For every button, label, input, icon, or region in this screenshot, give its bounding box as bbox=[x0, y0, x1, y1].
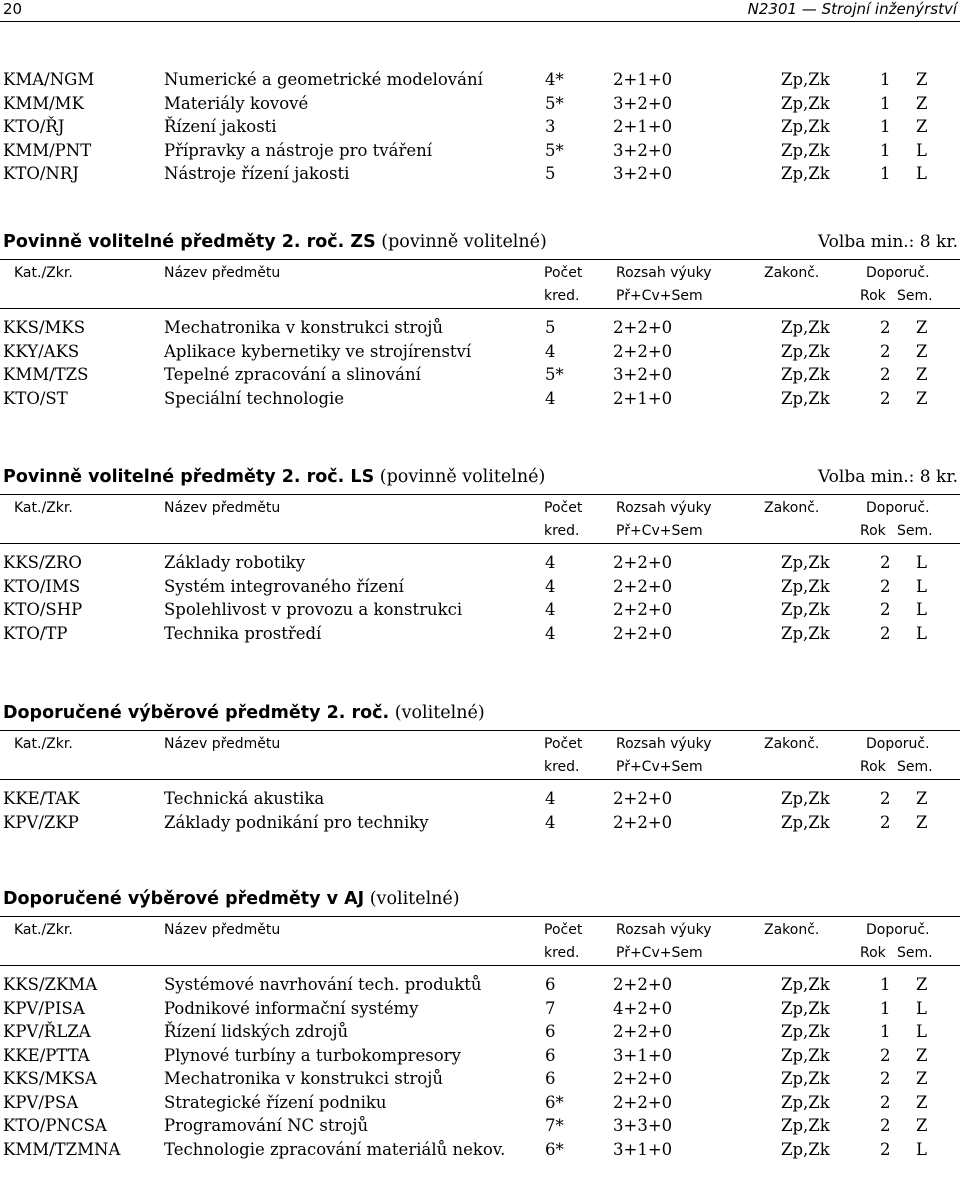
course-semester: L bbox=[916, 1139, 927, 1159]
course-code: KKS/MKSA bbox=[3, 1069, 97, 1088]
course-range: 3+2+0 bbox=[613, 93, 673, 113]
course-credits: 6 bbox=[545, 1045, 556, 1065]
table-row bbox=[0, 813, 960, 836]
course-name: Strategické řízení podniku bbox=[164, 1092, 387, 1112]
course-code: KMM/MK bbox=[3, 93, 84, 113]
course-credits: 4 bbox=[545, 553, 556, 572]
course-semester: L bbox=[916, 623, 927, 643]
course-credits: 5 bbox=[545, 164, 556, 183]
course-semester: Z bbox=[916, 1092, 928, 1112]
course-range: 3+1+0 bbox=[613, 1139, 673, 1159]
course-name: Numerické a geometrické modelování bbox=[164, 70, 483, 89]
course-semester: Z bbox=[916, 812, 928, 832]
course-range: 3+2+0 bbox=[613, 365, 673, 384]
course-credits: 7 bbox=[545, 998, 556, 1018]
course-year: 1 bbox=[880, 70, 891, 89]
col-range-subheader: Př+Cv+Sem bbox=[616, 945, 703, 961]
section-title bbox=[3, 889, 460, 909]
col-recommended-header: Doporuč. bbox=[866, 922, 930, 938]
course-year: 2 bbox=[880, 1092, 891, 1112]
course-ending: Zp,Zk bbox=[781, 341, 830, 361]
course-name: Řízení jakosti bbox=[164, 117, 277, 136]
section-title bbox=[3, 232, 547, 252]
course-year: 2 bbox=[880, 341, 891, 361]
table-row bbox=[0, 342, 960, 365]
course-name: Podnikové informační systémy bbox=[164, 998, 419, 1018]
course-credits: 4* bbox=[545, 70, 564, 89]
col-semester-subheader: Sem. bbox=[897, 523, 933, 539]
course-semester: L bbox=[916, 600, 927, 619]
course-semester: Z bbox=[916, 1116, 928, 1135]
table-row bbox=[0, 1116, 960, 1139]
section-title-note: (volitelné) bbox=[389, 703, 485, 723]
col-credits-subheader: kred. bbox=[544, 523, 580, 539]
table-row bbox=[0, 789, 960, 812]
col-ending-header: Zakonč. bbox=[764, 500, 820, 516]
course-semester: Z bbox=[916, 117, 928, 136]
course-range: 2+2+0 bbox=[613, 1069, 673, 1088]
table-row bbox=[0, 318, 960, 341]
course-name: Technická akustika bbox=[164, 789, 325, 808]
course-name: Plynové turbíny a turbokompresory bbox=[164, 1045, 461, 1065]
course-ending: Zp,Zk bbox=[781, 117, 830, 136]
course-code: KMM/PNT bbox=[3, 140, 92, 160]
col-code-header: Kat./Zkr. bbox=[14, 500, 73, 516]
course-name: Technologie zpracování materiálů nekov. bbox=[164, 1139, 506, 1159]
course-credits: 5 bbox=[545, 318, 556, 337]
col-range-subheader: Př+Cv+Sem bbox=[616, 759, 703, 775]
course-semester: Z bbox=[916, 388, 928, 408]
course-range: 2+2+0 bbox=[613, 553, 673, 572]
course-semester: L bbox=[916, 1022, 927, 1041]
col-range-header: Rozsah výuky bbox=[616, 265, 712, 281]
course-ending: Zp,Zk bbox=[781, 164, 830, 183]
course-range: 2+2+0 bbox=[613, 576, 673, 596]
course-ending: Zp,Zk bbox=[781, 576, 830, 596]
course-name: Přípravky a nástroje pro tváření bbox=[164, 140, 433, 160]
course-name: Mechatronika v konstrukci strojů bbox=[164, 1069, 443, 1088]
course-semester: L bbox=[916, 164, 927, 183]
course-semester: Z bbox=[916, 318, 928, 337]
course-name: Spolehlivost v provozu a konstrukci bbox=[164, 600, 463, 619]
table-row bbox=[0, 1140, 960, 1163]
course-ending: Zp,Zk bbox=[781, 1022, 830, 1041]
min-credits-note: Volba min.: 8 kr. bbox=[817, 232, 958, 252]
course-name: Speciální technologie bbox=[164, 388, 345, 408]
col-credits-subheader: kred. bbox=[544, 759, 580, 775]
col-range-subheader: Př+Cv+Sem bbox=[616, 523, 703, 539]
section-title bbox=[3, 703, 485, 723]
col-year-subheader: Rok bbox=[860, 288, 886, 304]
col-ending-header: Zakonč. bbox=[764, 736, 820, 752]
course-code: KPV/PSA bbox=[3, 1092, 79, 1112]
col-year-subheader: Rok bbox=[860, 945, 886, 961]
col-range-header: Rozsah výuky bbox=[616, 500, 712, 516]
course-code: KMA/NGM bbox=[3, 70, 95, 89]
table-row bbox=[0, 389, 960, 412]
course-credits: 4 bbox=[545, 341, 556, 361]
table-row bbox=[0, 141, 960, 164]
course-year: 2 bbox=[880, 600, 891, 619]
course-credits: 6* bbox=[545, 1139, 564, 1159]
course-name: Aplikace kybernetiky ve strojírenství bbox=[164, 341, 472, 361]
running-title: N2301 — Strojní inženýrství bbox=[747, 0, 957, 18]
col-range-header: Rozsah výuky bbox=[616, 736, 712, 752]
section-title-bold: Doporučené výběrové předměty 2. roč. bbox=[3, 703, 390, 723]
col-year-subheader: Rok bbox=[860, 759, 886, 775]
course-code: KPV/ZKP bbox=[3, 812, 79, 832]
section-title-note: (povinně volitelné) bbox=[375, 232, 547, 252]
course-ending: Zp,Zk bbox=[781, 553, 830, 572]
course-year: 2 bbox=[880, 388, 891, 408]
section-title-bold: Povinně volitelné předměty 2. roč. LS bbox=[3, 467, 375, 487]
col-credits-subheader: kred. bbox=[544, 945, 580, 961]
min-credits-note: Volba min.: 8 kr. bbox=[817, 467, 958, 487]
table-header bbox=[0, 916, 960, 966]
col-credits-subheader: kred. bbox=[544, 288, 580, 304]
course-name: Mechatronika v konstrukci strojů bbox=[164, 318, 443, 337]
course-range: 2+1+0 bbox=[613, 70, 673, 89]
course-year: 2 bbox=[880, 365, 891, 384]
course-code: KKE/PTTA bbox=[3, 1045, 90, 1065]
course-credits: 6 bbox=[545, 1022, 556, 1041]
course-credits: 7* bbox=[545, 1116, 564, 1135]
course-year: 1 bbox=[880, 164, 891, 183]
course-range: 2+2+0 bbox=[613, 600, 673, 619]
col-code-header: Kat./Zkr. bbox=[14, 736, 73, 752]
course-ending: Zp,Zk bbox=[781, 1092, 830, 1112]
col-semester-subheader: Sem. bbox=[897, 945, 933, 961]
course-semester: Z bbox=[916, 70, 928, 89]
course-credits: 5* bbox=[545, 93, 564, 113]
course-name: Řízení lidských zdrojů bbox=[164, 1022, 349, 1041]
table-row bbox=[0, 70, 960, 93]
course-year: 1 bbox=[880, 1022, 891, 1041]
course-code: KKE/TAK bbox=[3, 789, 80, 808]
course-ending: Zp,Zk bbox=[781, 70, 830, 89]
course-code: KTO/PNCSA bbox=[3, 1116, 107, 1135]
course-year: 2 bbox=[880, 623, 891, 643]
table-row bbox=[0, 164, 960, 187]
course-range: 2+2+0 bbox=[613, 623, 673, 643]
course-ending: Zp,Zk bbox=[781, 975, 830, 994]
course-code: KKY/AKS bbox=[3, 341, 80, 361]
course-range: 2+2+0 bbox=[613, 341, 673, 361]
course-name: Tepelné zpracování a slinování bbox=[164, 365, 421, 384]
course-name: Materiály kovové bbox=[164, 93, 309, 113]
course-code: KTO/SHP bbox=[3, 600, 83, 619]
course-code: KMM/TZS bbox=[3, 365, 89, 384]
course-semester: L bbox=[916, 998, 927, 1018]
course-ending: Zp,Zk bbox=[781, 365, 830, 384]
course-year: 2 bbox=[880, 1069, 891, 1088]
course-code: KTO/IMS bbox=[3, 576, 81, 596]
course-semester: Z bbox=[916, 1045, 928, 1065]
section-title-note: (volitelné) bbox=[364, 889, 460, 909]
course-range: 3+3+0 bbox=[613, 1116, 673, 1135]
course-name: Programování NC strojů bbox=[164, 1116, 369, 1135]
course-range: 2+2+0 bbox=[613, 975, 673, 994]
table-row bbox=[0, 1046, 960, 1069]
col-code-header: Kat./Zkr. bbox=[14, 265, 73, 281]
course-ending: Zp,Zk bbox=[781, 998, 830, 1018]
course-ending: Zp,Zk bbox=[781, 318, 830, 337]
course-ending: Zp,Zk bbox=[781, 600, 830, 619]
course-name: Základy podnikání pro techniky bbox=[164, 812, 429, 832]
course-ending: Zp,Zk bbox=[781, 140, 830, 160]
course-ending: Zp,Zk bbox=[781, 812, 830, 832]
course-credits: 4 bbox=[545, 576, 556, 596]
course-range: 3+2+0 bbox=[613, 140, 673, 160]
course-ending: Zp,Zk bbox=[781, 789, 830, 808]
course-year: 2 bbox=[880, 576, 891, 596]
course-ending: Zp,Zk bbox=[781, 1045, 830, 1065]
course-ending: Zp,Zk bbox=[781, 93, 830, 113]
course-credits: 3 bbox=[545, 117, 556, 136]
course-name: Nástroje řízení jakosti bbox=[164, 164, 350, 183]
course-credits: 5* bbox=[545, 140, 564, 160]
course-ending: Zp,Zk bbox=[781, 1069, 830, 1088]
course-semester: Z bbox=[916, 789, 928, 808]
course-ending: Zp,Zk bbox=[781, 388, 830, 408]
col-ending-header: Zakonč. bbox=[764, 922, 820, 938]
course-credits: 4 bbox=[545, 623, 556, 643]
course-credits: 4 bbox=[545, 600, 556, 619]
table-row bbox=[0, 624, 960, 647]
course-range: 2+1+0 bbox=[613, 117, 673, 136]
course-code: KKS/MKS bbox=[3, 318, 86, 337]
course-semester: L bbox=[916, 576, 927, 596]
table-header bbox=[0, 730, 960, 780]
table-row bbox=[0, 1069, 960, 1092]
course-name: Technika prostředí bbox=[164, 623, 322, 643]
course-name: Základy robotiky bbox=[164, 553, 306, 572]
col-credits-header: Počet bbox=[544, 500, 583, 516]
course-year: 1 bbox=[880, 998, 891, 1018]
course-ending: Zp,Zk bbox=[781, 1116, 830, 1135]
col-credits-header: Počet bbox=[544, 922, 583, 938]
col-recommended-header: Doporuč. bbox=[866, 500, 930, 516]
course-range: 2+2+0 bbox=[613, 1092, 673, 1112]
course-ending: Zp,Zk bbox=[781, 1139, 830, 1159]
table-header bbox=[0, 494, 960, 544]
table-header bbox=[0, 259, 960, 309]
course-range: 2+2+0 bbox=[613, 318, 673, 337]
course-code: KPV/PISA bbox=[3, 998, 85, 1018]
col-credits-header: Počet bbox=[544, 265, 583, 281]
course-range: 2+2+0 bbox=[613, 789, 673, 808]
course-credits: 6 bbox=[545, 975, 556, 994]
course-code: KTO/ST bbox=[3, 388, 68, 408]
table-row bbox=[0, 975, 960, 998]
table-row bbox=[0, 1093, 960, 1116]
course-credits: 6 bbox=[545, 1069, 556, 1088]
col-name-header: Název předmětu bbox=[164, 922, 281, 938]
course-range: 3+1+0 bbox=[613, 1045, 673, 1065]
col-year-subheader: Rok bbox=[860, 523, 886, 539]
course-year: 1 bbox=[880, 140, 891, 160]
course-code: KMM/TZMNA bbox=[3, 1139, 121, 1159]
course-range: 4+2+0 bbox=[613, 998, 673, 1018]
course-semester: Z bbox=[916, 341, 928, 361]
course-code: KPV/ŘLZA bbox=[3, 1022, 91, 1041]
col-name-header: Název předmětu bbox=[164, 265, 281, 281]
col-range-subheader: Př+Cv+Sem bbox=[616, 288, 703, 304]
table-row bbox=[0, 553, 960, 576]
page-header bbox=[0, 0, 960, 22]
table-row bbox=[0, 117, 960, 140]
course-range: 2+2+0 bbox=[613, 1022, 673, 1041]
course-credits: 4 bbox=[545, 388, 556, 408]
course-semester: L bbox=[916, 553, 927, 572]
course-name: Systém integrovaného řízení bbox=[164, 576, 404, 596]
course-range: 2+1+0 bbox=[613, 388, 673, 408]
course-year: 2 bbox=[880, 1116, 891, 1135]
course-range: 2+2+0 bbox=[613, 812, 673, 832]
col-semester-subheader: Sem. bbox=[897, 288, 933, 304]
course-code: KKS/ZKMA bbox=[3, 975, 98, 994]
section-title-bold: Povinně volitelné předměty 2. roč. ZS bbox=[3, 232, 376, 252]
course-semester: Z bbox=[916, 975, 928, 994]
course-year: 1 bbox=[880, 117, 891, 136]
col-recommended-header: Doporuč. bbox=[866, 736, 930, 752]
table-row bbox=[0, 1022, 960, 1045]
section-title-note: (povinně volitelné) bbox=[374, 467, 546, 487]
section-title bbox=[3, 467, 545, 487]
course-year: 2 bbox=[880, 318, 891, 337]
course-code: KTO/NRJ bbox=[3, 164, 79, 183]
course-year: 1 bbox=[880, 93, 891, 113]
section-title-bold: Doporučené výběrové předměty v AJ bbox=[3, 889, 365, 909]
table-row bbox=[0, 999, 960, 1022]
course-year: 2 bbox=[880, 812, 891, 832]
course-credits: 5* bbox=[545, 365, 564, 384]
col-name-header: Název předmětu bbox=[164, 500, 281, 516]
col-range-header: Rozsah výuky bbox=[616, 922, 712, 938]
table-row bbox=[0, 577, 960, 600]
col-ending-header: Zakonč. bbox=[764, 265, 820, 281]
course-credits: 6* bbox=[545, 1092, 564, 1112]
course-year: 2 bbox=[880, 1045, 891, 1065]
col-credits-header: Počet bbox=[544, 736, 583, 752]
course-name: Systémové navrhování tech. produktů bbox=[164, 975, 482, 994]
table-row bbox=[0, 600, 960, 623]
course-range: 3+2+0 bbox=[613, 164, 673, 183]
table-row bbox=[0, 94, 960, 117]
course-ending: Zp,Zk bbox=[781, 623, 830, 643]
course-semester: Z bbox=[916, 365, 928, 384]
course-credits: 4 bbox=[545, 789, 556, 808]
course-code: KTO/ŘJ bbox=[3, 117, 65, 136]
course-credits: 4 bbox=[545, 812, 556, 832]
course-code: KTO/TP bbox=[3, 623, 68, 643]
col-code-header: Kat./Zkr. bbox=[14, 922, 73, 938]
course-year: 1 bbox=[880, 975, 891, 994]
col-semester-subheader: Sem. bbox=[897, 759, 933, 775]
course-semester: Z bbox=[916, 93, 928, 113]
col-recommended-header: Doporuč. bbox=[866, 265, 930, 281]
col-name-header: Název předmětu bbox=[164, 736, 281, 752]
course-semester: Z bbox=[916, 1069, 928, 1088]
header-rule bbox=[0, 21, 960, 22]
course-year: 2 bbox=[880, 553, 891, 572]
table-row bbox=[0, 365, 960, 388]
course-code: KKS/ZRO bbox=[3, 553, 82, 572]
course-year: 2 bbox=[880, 789, 891, 808]
page-number: 20 bbox=[3, 0, 23, 18]
course-year: 2 bbox=[880, 1139, 891, 1159]
course-semester: L bbox=[916, 140, 927, 160]
